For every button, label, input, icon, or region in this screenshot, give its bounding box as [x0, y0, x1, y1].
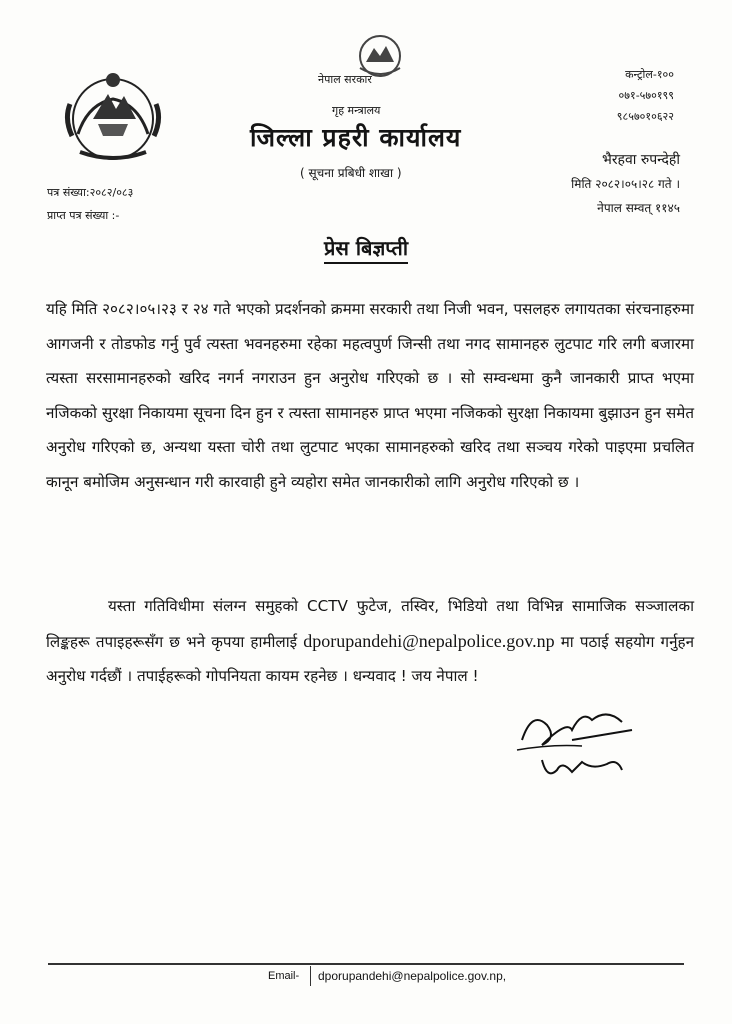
date: मिति २०८२।०५।२८ गते । — [571, 177, 680, 191]
body-paragraph-2 — [46, 589, 694, 694]
control-number: कन्ट्रोल-१०० — [625, 68, 674, 81]
paragraph-2-part-a: यस्ता गतिविधीमा संलग्न समुहको CCTV फुटेज, तस्विर, भिडियो तथा विभिन्न सामाजिक सञ्जालका लिङ्कहरू तपाइहरूसँग छ भने कृपया हामीलाई — [46, 597, 694, 651]
footer-divider — [48, 963, 684, 965]
signature-icon — [512, 700, 642, 790]
ministry-name: गृह मन्त्रालय — [332, 104, 381, 117]
phone-number-2: ९८५७०१०६२२ — [616, 110, 674, 123]
body-paragraph-1: यहि मिति २०८२।०५।२३ र २४ गते भएको प्रदर्शनको क्रममा सरकारी तथा निजी भवन, पसलहरु लगायतका संरचनाहरुमा आगजनी र तोडफोड गर्नु पुर्व त्यस्ता भवनहरुमा रहेका महत्वपुर्ण जिन्सी तथा नगद सामानहरु लुटपाट गरि लगी बजारमा त्यस्ता सरसामानहरुको खरिद नगर्न नगराउन हुन अनुरोध गरिएको छ । सो सम्वन्धमा कुनै जानकारी प्राप्त भएमा नजिकको सुरक्षा निकायमा सूचना दिन हुन र त्यस्ता सामानहरु प्राप्त भएमा नजिकको सुरक्षा निकायमा बुझाउन हुन समेत अनुरोध गरिएको छ, अन्यथा यस्ता चोरी तथा लुटपाट भएका सामानहरुको खरिद तथा सञ्चय गरेको पाइएमा प्रचलित कानून बमोजिम अनुसन्धान गरी कारवाही हुने व्यहोरा समेत जानकारीको लागि अनुरोध गरिएको छ । — [46, 300, 694, 491]
letter-number: पत्र संख्या:२०८२/०८३ — [47, 186, 134, 199]
received-letter-number: प्राप्त पत्र संख्या :- — [47, 209, 120, 222]
footer-email-link[interactable]: dporupandehi@nepalpolice.gov.np, — [318, 969, 507, 983]
location: भैरहवा रुपन्देही — [601, 152, 680, 168]
branch-name: ( सूचना प्रबिधी शाखा ) — [300, 166, 402, 180]
phone-number-1: ०७१-५७०१९९ — [618, 89, 674, 102]
paragraph-2-part-b: मा पठाई सहयोग गर्नुहन अनुरोध गर्दछौं । तपाईहरूको गोपनियता कायम रहनेछ । धन्यवाद ! जय नेपाल ! — [46, 632, 695, 685]
place-date-block — [571, 148, 680, 220]
footer-separator — [310, 966, 311, 986]
nepal-emblem-icon — [58, 64, 168, 170]
reference-block — [47, 181, 133, 227]
footer-email-label: Email- — [268, 970, 300, 982]
office-title: जिल्ला प्रहरी कार्यालय — [250, 123, 462, 152]
contact-block — [617, 64, 674, 127]
body-email-link[interactable]: dporupandehi@nepalpolice.gov.np — [303, 630, 555, 651]
press-release-title: प्रेस बिज्ञप्ती — [0, 234, 732, 261]
nepal-sambat: नेपाल सम्वत् ११४५ — [597, 201, 680, 215]
government-name: नेपाल सरकार — [318, 73, 372, 86]
